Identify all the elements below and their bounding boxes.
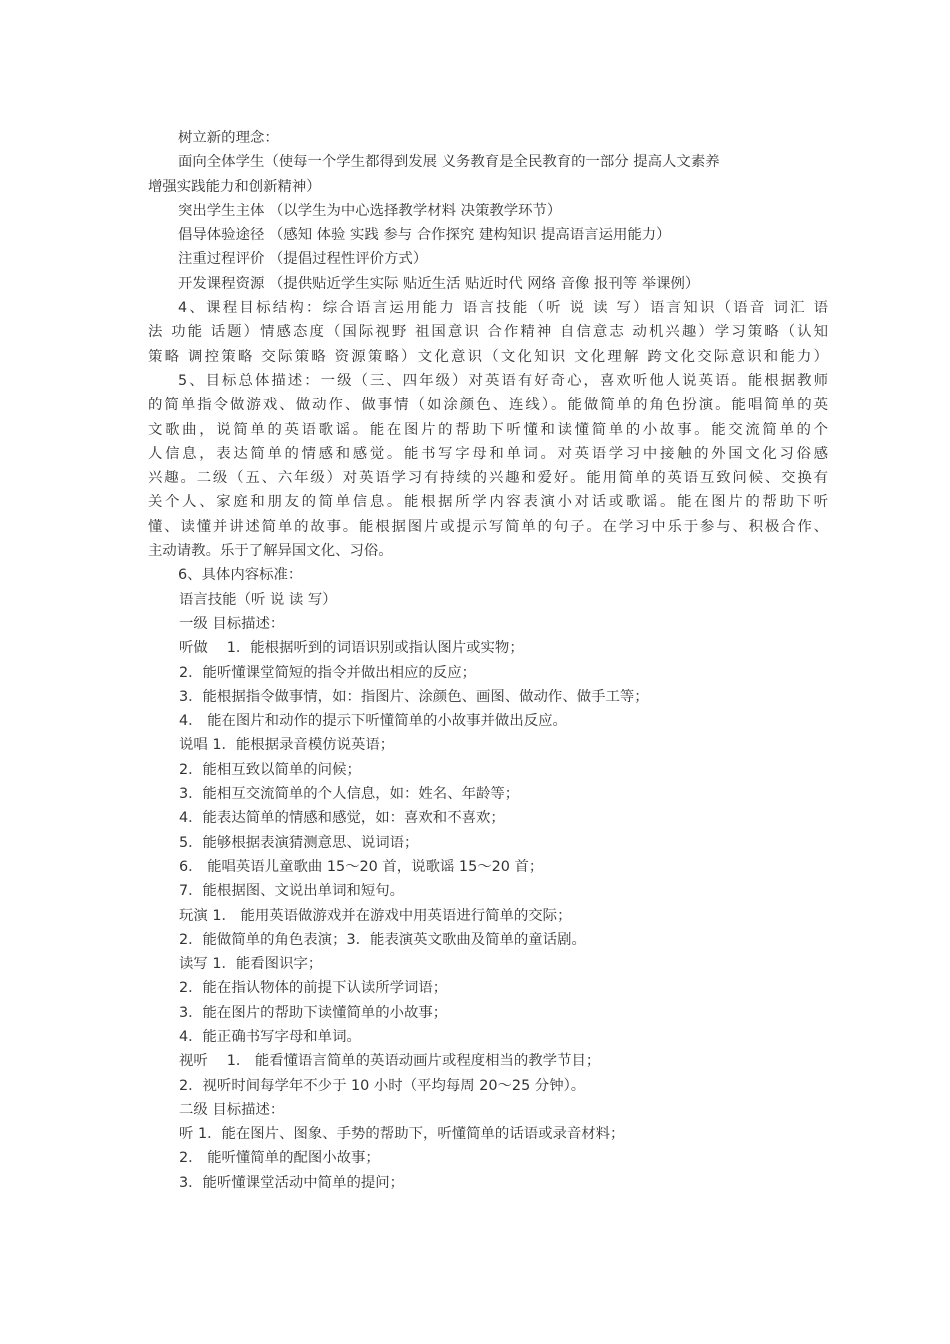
list-item: 玩演 1． 能用英语做游戏并在游戏中用英语进行简单的交际； — [179, 907, 572, 924]
list-item: 2． 能听懂简单的配图小故事； — [179, 1150, 380, 1167]
level-2-title: 二级 目标描述： — [179, 1101, 285, 1118]
concept-4: 注重过程评价 （提倡过程性评价方式） — [178, 251, 428, 268]
text-line: 的简单指令做游戏、做动作、做事情（如涂颜色、连线）。能做简单的角色扮演。能唱简单的英 — [148, 397, 828, 414]
list-item: 4．能表达简单的情感和感觉，如：喜欢和不喜欢； — [179, 810, 505, 827]
list-item: 5．能够根据表演猜测意思、说词语； — [179, 834, 419, 851]
text-line: 主动请教。乐于了解异国文化、习俗。 — [148, 543, 393, 560]
document-body — [148, 126, 828, 1195]
level-1-list — [148, 636, 828, 1098]
text-line: 法 功能 话题）情感态度（国际视野 祖国意识 合作精神 自信意志 动机兴趣）学习策略（认知 — [148, 324, 828, 341]
skills-title: 语言技能（听 说 读 写） — [179, 591, 337, 608]
text-line: 策略 调控策略 交际策略 资源策略）文化意识（文化知识 文化理解 跨文化交际意识和能力） — [148, 348, 828, 365]
list-item: 视听 1． 能看懂语言简单的英语动画片或程度相当的教学节目； — [179, 1053, 601, 1070]
level-1-title: 一级 目标描述： — [179, 615, 285, 632]
item-5-paragraph — [148, 369, 828, 563]
text-line: 兴趣。二级（五、六年级）对英语学习有持续的兴趣和爱好。能用简单的英语互致问候、交换有 — [148, 470, 828, 487]
text-line: 关个人、家庭和朋友的简单信息。能根据所学内容表演小对话或歌谣。能在图片的帮助下听 — [148, 494, 828, 511]
list-item: 说唱 1．能根据录音模仿说英语； — [179, 737, 395, 754]
list-item: 2．能做简单的角色表演；3．能表演英文歌曲及简单的童话剧。 — [179, 931, 586, 948]
list-item: 7．能根据图、文说出单词和短句。 — [179, 883, 405, 900]
list-item: 2．能听懂课堂简短的指令并做出相应的反应； — [179, 664, 476, 681]
list-item: 听做 1．能根据听到的词语识别或指认图片或实物； — [179, 640, 524, 657]
text-line: 文歌曲，说简单的英语歌谣。能在图片的帮助下听懂和读懂简单的小故事。能交流简单的个 — [148, 421, 828, 438]
concept-2: 突出学生主体 （以学生为中心选择教学材料 决策教学环节） — [178, 202, 562, 219]
list-item: 4． 能在图片和动作的提示下听懂简单的小故事并做出反应。 — [179, 713, 567, 730]
list-item: 3．能听懂课堂活动中简单的提问； — [179, 1174, 405, 1191]
concept-1 — [148, 150, 828, 199]
list-item: 2．能在指认物体的前提下认读所学词语； — [179, 980, 448, 997]
item-4-paragraph — [148, 296, 828, 369]
list-item: 4．能正确书写字母和单词。 — [179, 1028, 361, 1045]
list-item: 3．能根据指令做事情，如：指图片、涂颜色、画图、做动作、做手工等； — [179, 688, 649, 705]
text-line: 懂、读懂并讲述简单的故事。能根据图片或提示写简单的句子。在学习中乐于参与、积极合作、 — [148, 518, 828, 535]
concept-3: 倡导体验途径 （感知 体验 实践 参与 合作探究 建构知识 提高语言运用能力） — [178, 227, 671, 244]
intro-line: 树立新的理念： — [178, 130, 279, 146]
text-line: 增强实践能力和创新精神） — [148, 178, 321, 195]
item-6-heading: 6、具体内容标准： — [178, 567, 303, 584]
text-line: 人信息，表达简单的情感和感觉。能书写字母和单词。对英语学习中接触的外国文化习俗感 — [148, 445, 828, 462]
list-item: 3．能相互交流简单的个人信息，如：姓名、年龄等； — [179, 786, 520, 803]
concept-5: 开发课程资源 （提供贴近学生实际 贴近生活 贴近时代 网络 音像 报刊等 举课例） — [178, 275, 700, 292]
list-item: 读写 1．能看图识字； — [179, 956, 323, 973]
list-item: 2．能相互致以简单的问候； — [179, 761, 361, 778]
list-item: 6． 能唱英语儿童歌曲 15～20 首，说歌谣 15～20 首； — [179, 858, 544, 875]
text-line: 面向全体学生（使每一个学生都得到发展 义务教育是全民教育的一部分 提高人文素养 — [178, 154, 720, 171]
level-2-list — [148, 1122, 828, 1195]
text-line: 4、课程目标结构：综合语言运用能力 语言技能（听 说 读 写）语言知识（语音 词汇 语 — [178, 300, 828, 317]
list-item: 2．视听时间每学年不少于 10 小时（平均每周 20～25 分钟）。 — [179, 1077, 586, 1094]
list-item: 听 1．能在图片、图象、手势的帮助下，听懂简单的话语或录音材料； — [179, 1126, 625, 1143]
list-item: 3．能在图片的帮助下读懂简单的小故事； — [179, 1004, 448, 1021]
text-line: 5、目标总体描述：一级（三、四年级）对英语有好奇心，喜欢听他人说英语。能根据教师 — [178, 372, 828, 389]
